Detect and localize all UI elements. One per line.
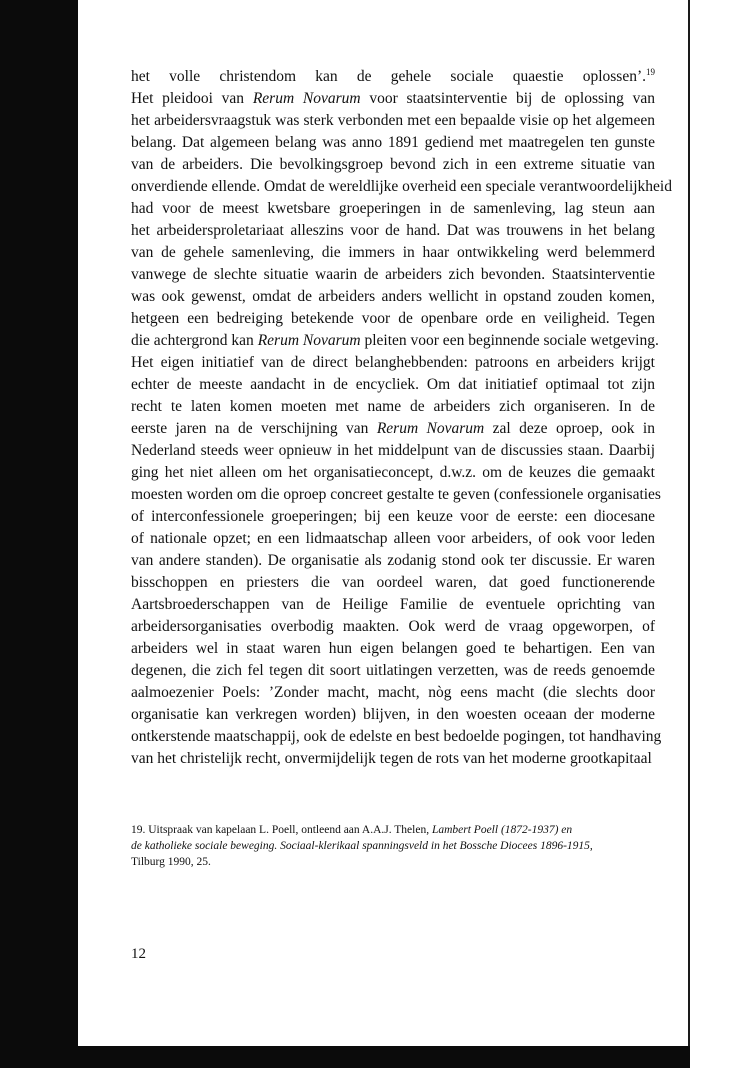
body-text-line [131, 330, 659, 352]
footnote-19 [131, 822, 655, 870]
text-run: Het eigen initiatief van de direct belanghebbenden: patroons en arbeiders krijgt [131, 354, 655, 371]
body-text-line [131, 110, 655, 132]
body-text-line [131, 242, 655, 264]
italic-title: Rerum Novarum [252, 90, 361, 107]
footnote-line [131, 822, 655, 838]
body-text-line [131, 528, 655, 550]
body-text [131, 66, 672, 770]
body-text-line [131, 88, 655, 110]
footnote-line [131, 838, 655, 854]
text-run: was ook gewenst, omdat de arbeiders anders wellicht in opstand zouden komen, [131, 288, 655, 305]
body-text-line [131, 572, 655, 594]
text-run: degenen, die zich fel tegen dit soort uitlatingen verzetten, was de reeds genoemde [131, 662, 655, 679]
text-run: van de arbeiders. Die bevolkingsgroep bevond zich in een extreme situatie van [131, 156, 655, 173]
body-text-line [131, 308, 655, 330]
body-text-line [131, 220, 655, 242]
footnote-line [131, 854, 655, 870]
text-run: aalmoezenier Poels: ’Zonder macht, macht, nòg eens macht (die slechts door [131, 684, 655, 701]
text-run: 19. Uitspraak van kapelaan L. Poell, ontleend aan A.A.J. Thelen, [131, 824, 432, 836]
page-number: 12 [131, 946, 146, 962]
body-text-line [131, 440, 655, 462]
scan-bottom-border [0, 1046, 690, 1068]
body-text-line [131, 704, 655, 726]
text-run: ging het niet alleen om het organisatieconcept, d.w.z. om de keuzes die gemaakt [131, 464, 655, 481]
scan-left-border [0, 0, 78, 1068]
text-run: of nationale opzet; en een lidmaatschap alleen voor arbeiders, of ook voor leden [131, 530, 655, 547]
text-run: zal deze oproep, ook in [484, 420, 655, 437]
text-run: van het christelijk recht, onvermijdelijk tegen de rots van het moderne grootkapitaal [131, 750, 652, 767]
text-run: Nederland steeds weer opnieuw in het middelpunt van de discussies staan. Daarbij [131, 442, 655, 459]
body-text-line [131, 374, 655, 396]
text-run: die achtergrond kan [131, 332, 258, 349]
italic-title: Rerum Novarum [257, 332, 361, 349]
body-text-line [131, 286, 655, 308]
body-text-line [131, 418, 655, 440]
text-run: eerste jaren na de verschijning van [131, 420, 377, 437]
body-text-line [131, 176, 672, 198]
body-text-line [131, 132, 655, 154]
body-text-line [131, 484, 661, 506]
text-run: Aartsbroederschappen van de Heilige Familie de eventuele oprichting van [131, 596, 655, 613]
text-run: van andere standen). De organisatie als zodanig stond ook ter discussie. Er waren [131, 552, 655, 569]
text-run: arbeiders wel in staat waren hun eigen belangen goed te behartigen. Een van [131, 640, 655, 657]
text-run: het arbeidersvraagstuk was sterk verbonden met een bepaalde visie op het algemeen [131, 112, 655, 129]
body-text-line [131, 396, 655, 418]
text-run: bisschoppen en priesters die van oordeel waren, dat goed functionerende [131, 574, 655, 591]
text-run: hetgeen een bedreiging betekende voor de openbare orde en veiligheid. Tegen [131, 310, 655, 327]
body-text-line [131, 748, 655, 770]
text-run: van de gehele samenleving, die immers in haar ontwikkeling werd belemmerd [131, 244, 655, 261]
body-text-line [131, 660, 655, 682]
italic-title: de katholieke sociale beweging. Sociaal-klerikaal spanningsveld in het Bossche Diocees 1896-1915, [131, 840, 593, 852]
text-run: belang. Dat algemeen belang was anno 1891 gediend met maatregelen ten gunste [131, 134, 655, 151]
body-text-line [131, 352, 655, 374]
text-run: echter de meeste aandacht in de encycliek. Om dat initiatief optimaal tot zijn [131, 376, 655, 393]
body-text-line [131, 682, 655, 704]
text-run: voor staatsinterventie bij de oplossing van [360, 90, 655, 107]
text-run: pleiten voor een beginnende sociale wetgeving. [360, 332, 659, 349]
body-text-line [131, 154, 655, 176]
italic-title: Lambert Poell (1872-1937) en [431, 824, 573, 836]
text-run: vanwege de slechte situatie waarin de arbeiders zich bevonden. Staatsinterventie [131, 266, 655, 283]
text-run: het volle christendom kan de gehele sociale quaestie oplossen’. [131, 68, 646, 85]
body-text-line [131, 66, 655, 88]
body-text-line [131, 726, 662, 748]
body-text-line [131, 264, 655, 286]
text-run: organisatie kan verkregen worden) blijven, in den woesten oceaan der moderne [131, 706, 655, 723]
body-text-line [131, 198, 655, 220]
footnote-ref: 19 [646, 66, 655, 77]
text-run: had voor de meest kwetsbare groeperingen in de samenleving, lag steun aan [131, 200, 655, 217]
text-run: het arbeidersproletariaat alleszins voor de hand. Dat was trouwens in het belang [131, 222, 655, 239]
text-run: arbeidersorganisaties overbodig maakten. Ook werd de vraag opgeworpen, of [131, 618, 655, 635]
body-text-line [131, 616, 655, 638]
text-run: ontkerstende maatschappij, ook de edelste en best bedoelde pogingen, tot handhaving [131, 728, 662, 745]
text-run: Het pleidooi van [131, 90, 253, 107]
body-text-line [131, 462, 655, 484]
text-run: moesten worden om die oproep concreet gestalte te geven (confessionele organisaties [131, 486, 661, 503]
body-text-line [131, 550, 655, 572]
text-run: recht te laten komen moeten met name de arbeiders zich organiseren. In de [131, 398, 655, 415]
body-text-line [131, 638, 655, 660]
italic-title: Rerum Novarum [376, 420, 485, 437]
body-text-line [131, 506, 655, 528]
text-run: Tilburg 1990, 25. [131, 856, 211, 868]
text-run: of interconfessionele groeperingen; bij een keuze voor de eerste: een diocesane [131, 508, 655, 525]
body-text-line [131, 594, 655, 616]
text-run: onverdiende ellende. Omdat de wereldlijke overheid een speciale verantwoordelijkheid [131, 178, 672, 195]
scan-right-border [688, 0, 690, 1048]
